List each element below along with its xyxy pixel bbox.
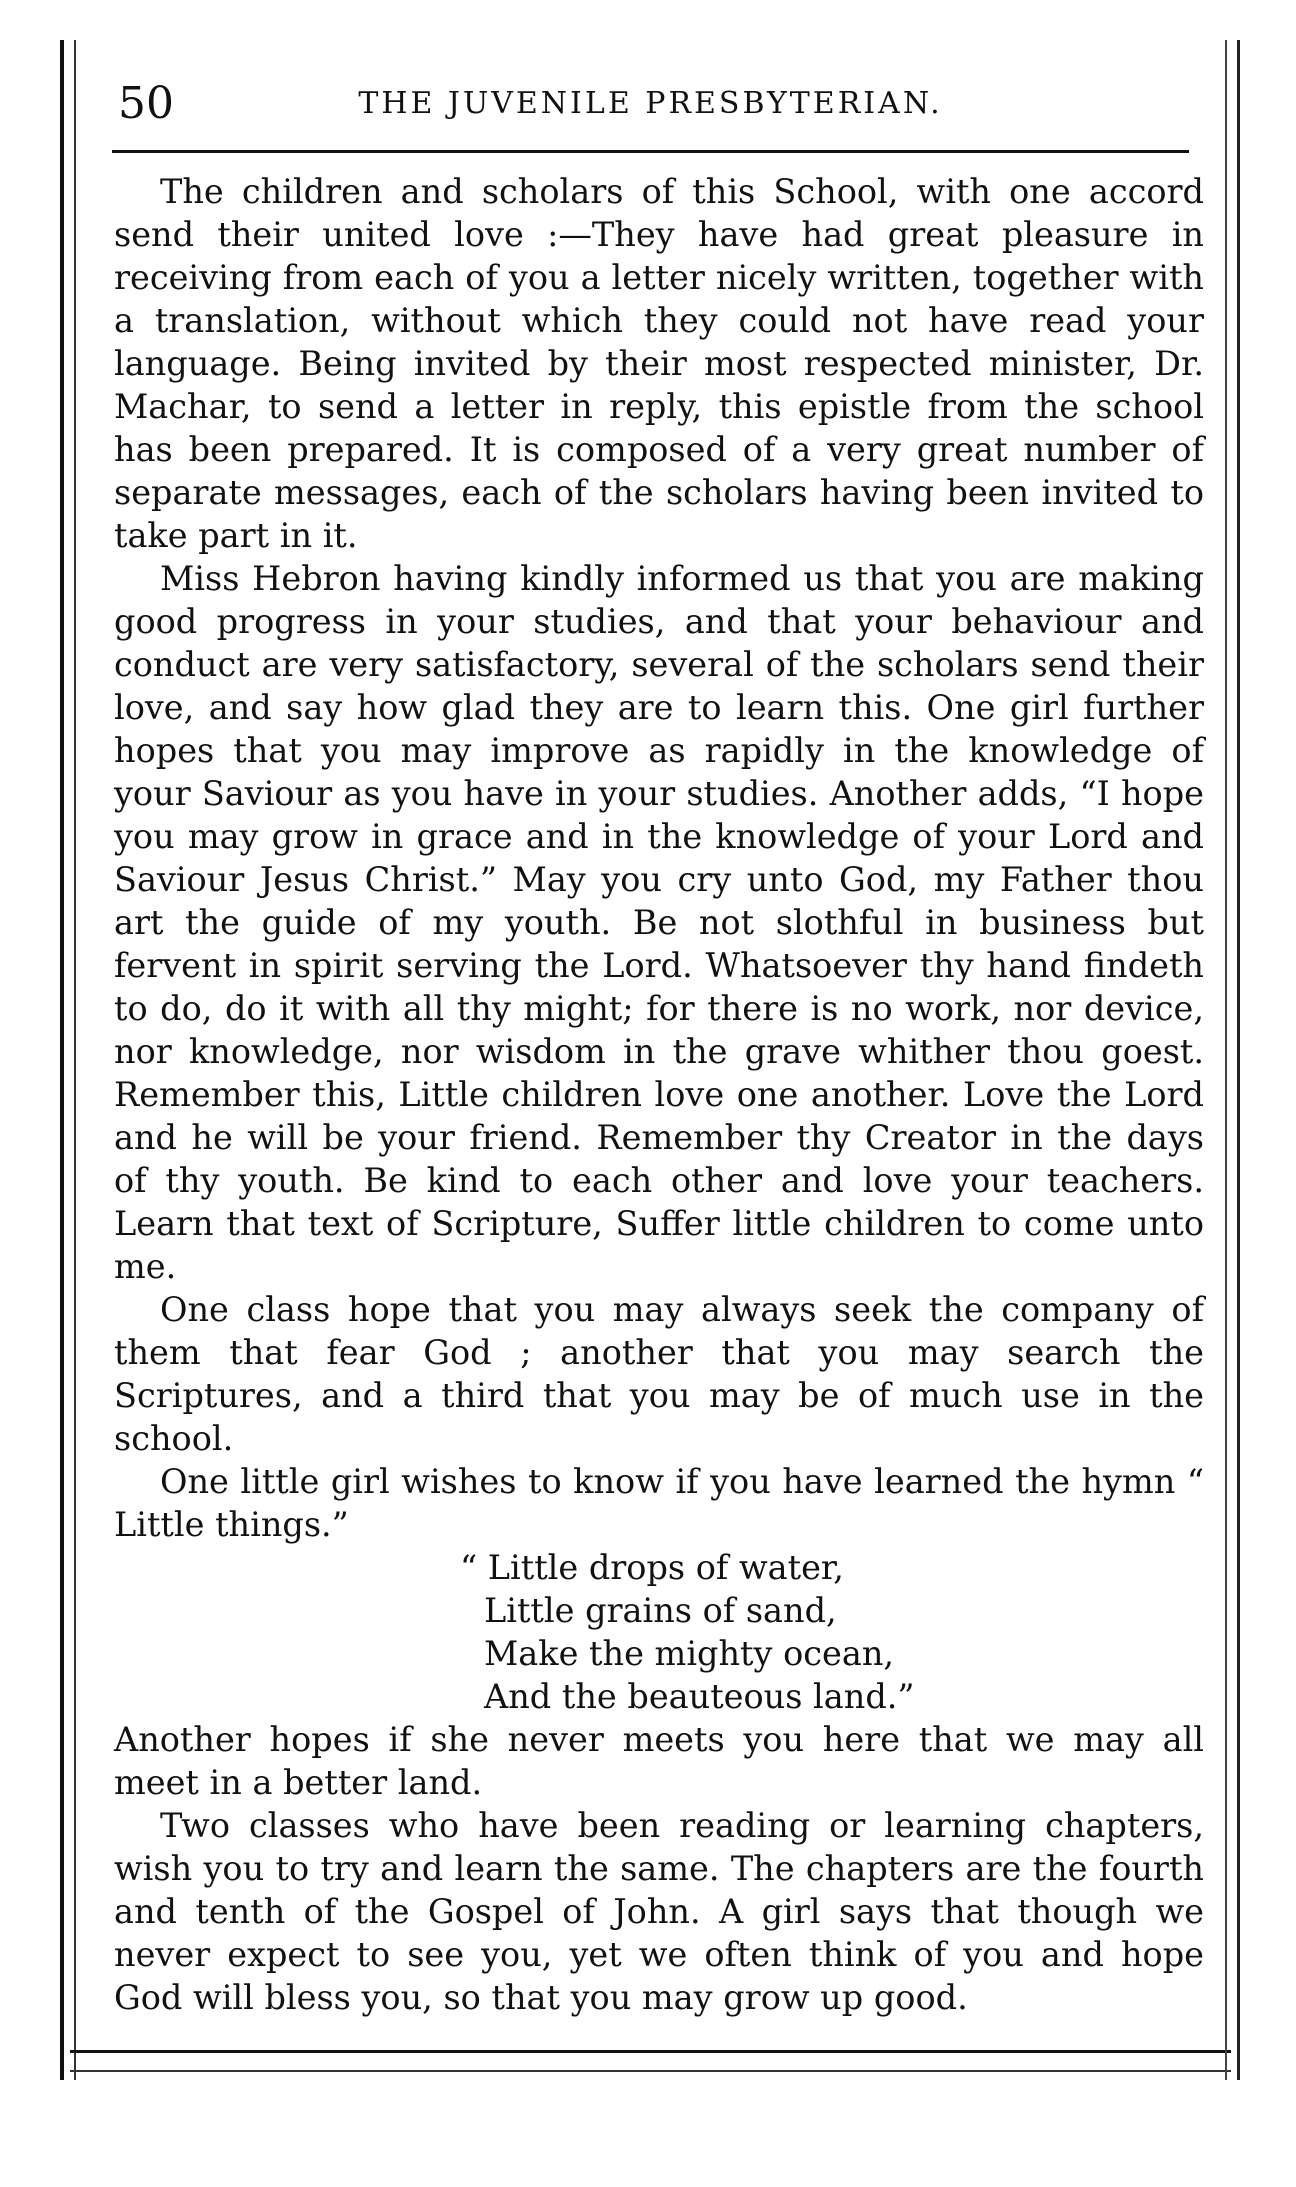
running-title: THE JUVENILE PRESBYTERIAN.	[358, 86, 943, 121]
page-frame	[60, 40, 1240, 2080]
footer-rule	[70, 2050, 1231, 2053]
header-rule	[112, 150, 1189, 153]
hymn-verse	[114, 1546, 1204, 1718]
paragraph-4: One little girl wishes to know if you have learned the hymn “ Little things.”	[114, 1462, 1204, 1544]
closing-paragraph: Two classes who have been reading or learning chapters, wish you to try and learn the same. The chapters are the fourth and tenth of the Gospel of John. A girl says that though we never expect to see you, yet we often think of you and hope God will bless you, so that you may grow up good.	[114, 1806, 1204, 2017]
paragraph-2: Miss Hebron having kindly informed us that you are making good progress in your studies, and that your behaviour and conduct are very satisfactory, several of the scholars send their love, and say how glad they are to learn this. One girl further hopes that you may improve as rapidly in the knowledge of your Saviour as you have in your studies. Another adds, “I hope you may grow in grace and in the knowledge of your Lord and Saviour Jesus Christ.” May you cry unto God, my Father thou art the guide of my youth. Be not slothful in business but fervent in spirit serving the Lord. Whatsoever thy hand findeth to do, do it with all thy might; for there is no work, nor device, nor knowledge, nor wisdom in the grave whither thou goest. Remember this, Little children love one another. Love the Lord and he will be your friend. Remember thy Creator in the days of thy youth. Be kind to each other and love your teachers. Learn that text of Scripture, Suffer little children to come unto me.	[114, 559, 1204, 1286]
page-header	[112, 70, 1189, 140]
page-number: 50	[118, 78, 174, 129]
poem-line: Little grains of sand,	[484, 1591, 837, 1630]
poem-line: Make the mighty ocean,	[484, 1634, 895, 1673]
poem-line: “ Little drops of water,	[460, 1548, 844, 1587]
paragraph-3: One class hope that you may always seek the company of them that fear God ; another that you may search the Scriptures, and a third that you may be of much use in the school.	[114, 1290, 1204, 1458]
paragraph-after-poem: Another hopes if she never meets you here that we may all meet in a better land.	[114, 1720, 1204, 1802]
article-body	[114, 170, 1204, 2019]
poem-line: And the beauteous land.”	[484, 1677, 915, 1716]
paragraph-1: The children and scholars of this School, with one accord send their united love :—They have had great pleasure in receiving from each of you a letter nicely written, together with a translation, without which they could not have read your language. Being invited by their most respected minister, Dr. Machar, to send a letter in reply, this epistle from the school has been prepared. It is composed of a very great number of separate messages, each of the scholars having been invited to take part in it.	[114, 172, 1204, 555]
footer-rule-secondary	[70, 2070, 1231, 2072]
